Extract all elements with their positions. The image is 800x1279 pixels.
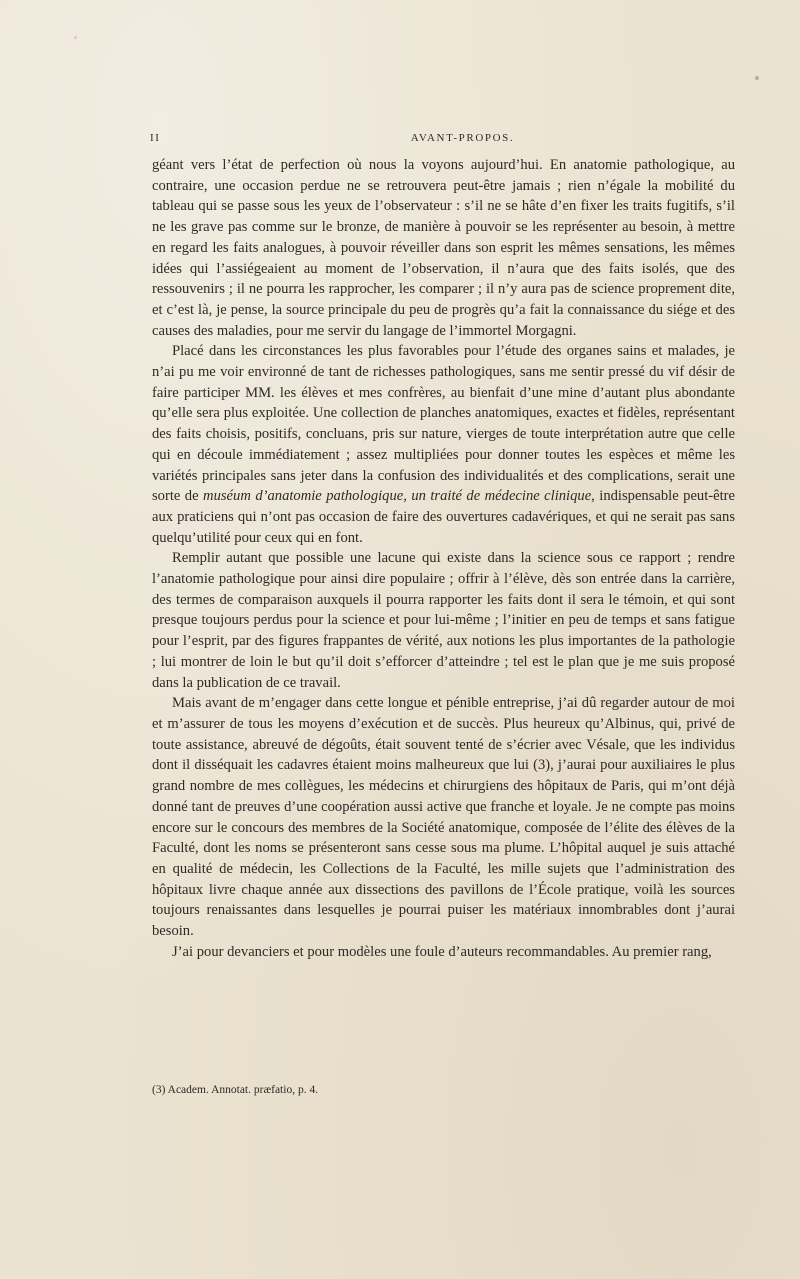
paragraph-4: Mais avant de m’engager dans cette longue et pénible entreprise, j’ai dû regarder autour de moi et m’assurer de tous les moyens d’exécution et de succès. Plus heureux qu’Albinus, qui, privé de toute assistance, abreuvé de dégoûts, était souvent tenté de s’écrier avec Vésale, que les individus dont il disséquait les cadavres étaient moins malheureux que lui (3), j’aurai pour auxiliaires le plus grand nombre de mes collègues, les médecins et chirurgiens des hôpitaux de Paris, qui m’ont déjà donné tant de preuves d’une coopération aussi active que franche et loyale. Je ne compte pas moins encore sur le concours des membres de la Société anatomique, composée de l’élite des élèves de la Faculté, dont les noms se présenteront sans cesse sous ma plume. L’hôpital auquel je suis attaché en qualité de médecin, les Collections de la Faculté, les mille sujets que l’administration des hôpitaux livre chaque année aux dissections des pavillons de l’École pratique, voilà les sources toujours renaissantes dans lesquelles je pourrai puiser les matériaux innombrables dont j’aurai besoin. xyxy=(152,695,735,940)
page-number: II xyxy=(150,132,161,144)
paragraph-2-tail: indispensable peut-être aux praticiens qui n’ont pas occasion de faire des ouvertures cadavériques, et qui ne serait pas sans quelqu’utilité pour ceux qui en font. xyxy=(152,488,736,546)
paragraph-2-lead: Placé dans les circonstances les plus favorables pour l’étude des organes sains et malades, je n’ai pu me voir environné de tant de richesses pathologiques, sans me sentir pressé du vif désir de faire participer MM. les élèves et mes confrères, au bienfait d’une mine d’autant plus abondante qu’elle sera plus exploitée. Une collection de planches anatomiques, exactes et fidèles, représentant des faits choisis, positifs, concluans, pris sur nature, vierges de toute interprétation autre que celle qui en découle immédiatement ; assez multipliées pour donner toutes les espèces et même les variétés principales sans jeter dans la confusion des individualités et des complications, serait une sorte de xyxy=(152,343,735,505)
paragraph-5: J’ai pour devanciers et pour modèles une foule d’auteurs recommandables. Au premier rang, xyxy=(172,943,712,960)
paragraph-2 xyxy=(152,341,735,548)
paragraph-1: géant vers l’état de perfection où nous la voyons aujourd’hui. En anatomie pathologique, au contraire, une occasion perdue ne se retrouvera peut-être jamais ; rien n’égale la mobilité du tableau qui se passe sous les yeux de l’observateur : s’il ne se hâte d’en fixer les traits fugitifs, s’il ne les grave pas comme sur le bronze, de manière à pouvoir se les représenter au besoin, à mettre en regard les faits analogues, à pouvoir réveiller dans son esprit les mêmes sensations, les mêmes idées qui l’assiégeaient au moment de l’observation, il n’aura que des faits isolés, que des ressouvenirs ; il ne pourra les rapprocher, les comparer ; il n’y aura pas de science proprement dite, et c’est là, je pense, la source principale du peu de progrès qu’a fait la connaissance du siége et des causes des maladies, pour me servir du langage de l’immortel Morgagni. xyxy=(152,157,735,339)
running-head xyxy=(150,132,735,152)
body-text xyxy=(152,155,735,962)
paper-spot xyxy=(755,76,759,80)
paragraph-3: Remplir autant que possible une lacune qui existe dans la science sous ce rapport ; rendre l’anatomie pathologique pour ainsi dire populaire ; offrir à l’élève, dès son entrée dans la carrière, des termes de comparaison auxquels il pourra rapporter les faits dont il sera le témoin, et qui sont presque toujours perdus pour la science et pour lui-même ; l’initier en peu de temps et sans fatigue pour l’esprit, par des figures frappantes de vérité, aux notions les plus importantes de la pathologie ; lui montrer de loin le but qu’il doit s’efforcer d’atteindre ; tel est le plan que je me suis proposé dans la publication de ce travail. xyxy=(152,550,735,691)
paper-spot xyxy=(74,36,77,39)
footnote: (3) Academ. Annotat. præfatio, p. 4. xyxy=(152,1084,319,1096)
running-title: AVANT-PROPOS. xyxy=(410,132,515,144)
italic-title-phrase: muséum d’anatomie pathologique, un traité de médecine clinique, xyxy=(203,488,595,505)
